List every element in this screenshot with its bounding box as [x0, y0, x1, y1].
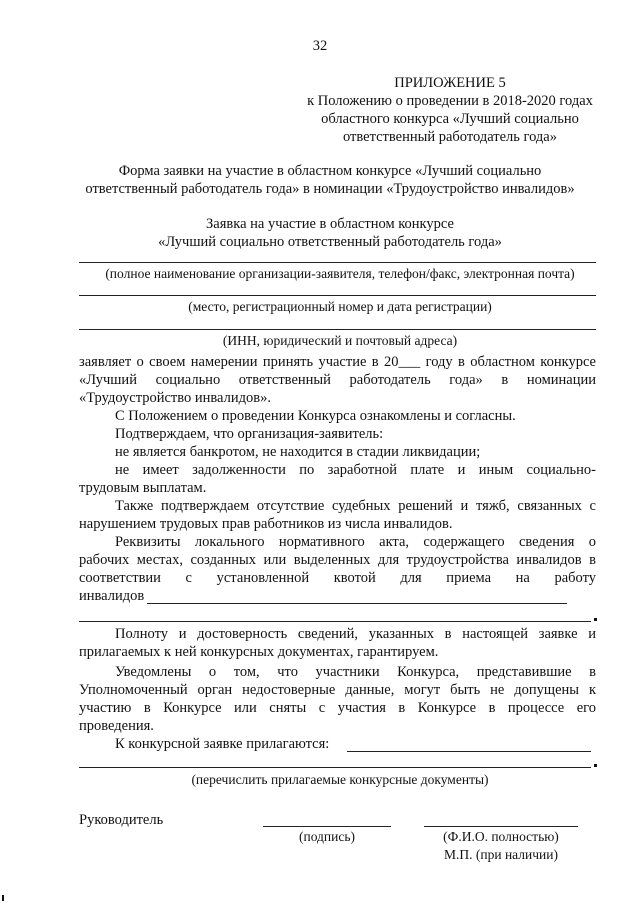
attachments-field-line[interactable] [347, 751, 591, 752]
body-p1-line-1: заявляет о своем намерении принять участие в 20___ году в областном конкурсе [79, 354, 596, 370]
body-p1-line-2: «Лучший социально ответственный работодатель года» в номинации [79, 372, 596, 388]
org-name-caption: (полное наименование организации-заявителя, телефон/факс, электронная почта) [105, 266, 575, 281]
attachments-field-line-2[interactable] [79, 767, 591, 768]
stamp-caption: М.П. (при наличии) [444, 847, 558, 862]
signature-caption: (подпись) [298, 829, 356, 844]
local-act-field-line[interactable] [147, 603, 567, 604]
fio-field-line[interactable] [424, 826, 578, 827]
registration-field-line[interactable] [79, 295, 596, 296]
form-title-line-1: Форма заявки на участие в областном конкурсе «Лучший социально [118, 163, 542, 179]
line-end-dot [594, 618, 597, 621]
head-label: Руководитель [79, 812, 164, 828]
appendix-line-2: областного конкурса «Лучший социально [321, 111, 579, 127]
body-p5-line-2: трудовым выплатам. [79, 480, 207, 496]
fio-caption: (Ф.И.О. полностью) [443, 829, 559, 844]
inn-field-line[interactable] [79, 329, 596, 330]
scan-mark [2, 895, 4, 901]
body-p1-line-3: «Трудоустройство инвалидов». [79, 390, 271, 406]
registration-caption: (место, регистрационный номер и дата регистрации) [188, 299, 492, 314]
body-p2: С Положением о проведении Конкурса ознакомлены и согласны. [115, 408, 516, 424]
form-title-line-2: ответственный работодатель года» в номинации «Трудоустройство инвалидов» [85, 181, 575, 197]
body-p9-line-2: Уполномоченный орган недостоверные данные, могут быть не допущены к [79, 682, 596, 698]
appendix-line-1: к Положению о проведении в 2018-2020 годах [307, 93, 593, 109]
body-p9-line-3: участию в Конкурсе или сняты с участия в Конкурсе в процессе его [79, 700, 596, 716]
body-p7-line-2: рабочих местах, созданных или выделенных для трудоустройства инвалидов в [79, 552, 596, 568]
line-end-dot-2 [594, 764, 597, 767]
body-p7-line-1: Реквизиты локального нормативного акта, содержащего сведения о [115, 534, 596, 550]
org-name-field-line[interactable] [79, 262, 596, 263]
appendix-title: ПРИЛОЖЕНИЕ 5 [394, 75, 506, 91]
inn-caption: (ИНН, юридический и почтовый адреса) [222, 333, 458, 348]
body-p7-line-3: соответствии с установленной квотой для приема на работу [79, 570, 596, 586]
page-number: 32 [312, 38, 328, 54]
body-p6-line-1: Также подтверждаем отсутствие судебных решений и тяжб, связанных с [115, 498, 596, 514]
application-title-line-2: «Лучший социально ответственный работодатель года» [158, 234, 502, 250]
body-p5-line-1: не имеет задолженности по заработной плате и иным социально- [115, 462, 596, 478]
body-p7-line-4: инвалидов [79, 588, 145, 604]
body-p3: Подтверждаем, что организация-заявитель: [115, 426, 384, 442]
documents-caption: (перечислить прилагаемые конкурсные документы) [191, 772, 489, 787]
application-title-line-1: Заявка на участие в областном конкурсе [206, 216, 454, 232]
body-p6-line-2: нарушением трудовых прав работников из числа инвалидов. [79, 516, 453, 532]
appendix-line-3: ответственный работодатель года» [343, 129, 557, 145]
body-p4: не является банкротом, не находится в стадии ликвидации; [115, 444, 481, 460]
signature-field-line[interactable] [263, 826, 391, 827]
body-p9-line-1: Уведомлены о том, что участники Конкурса, представившие в [115, 664, 596, 680]
body-p10: К конкурсной заявке прилагаются: [115, 736, 330, 752]
body-p8-line-2: прилагаемых к ней конкурсных документах, гарантируем. [79, 644, 439, 660]
body-p9-line-4: проведения. [79, 718, 154, 734]
local-act-field-line-2[interactable] [79, 621, 591, 622]
body-p8-line-1: Полноту и достоверность сведений, указанных в настоящей заявке и [115, 626, 596, 642]
